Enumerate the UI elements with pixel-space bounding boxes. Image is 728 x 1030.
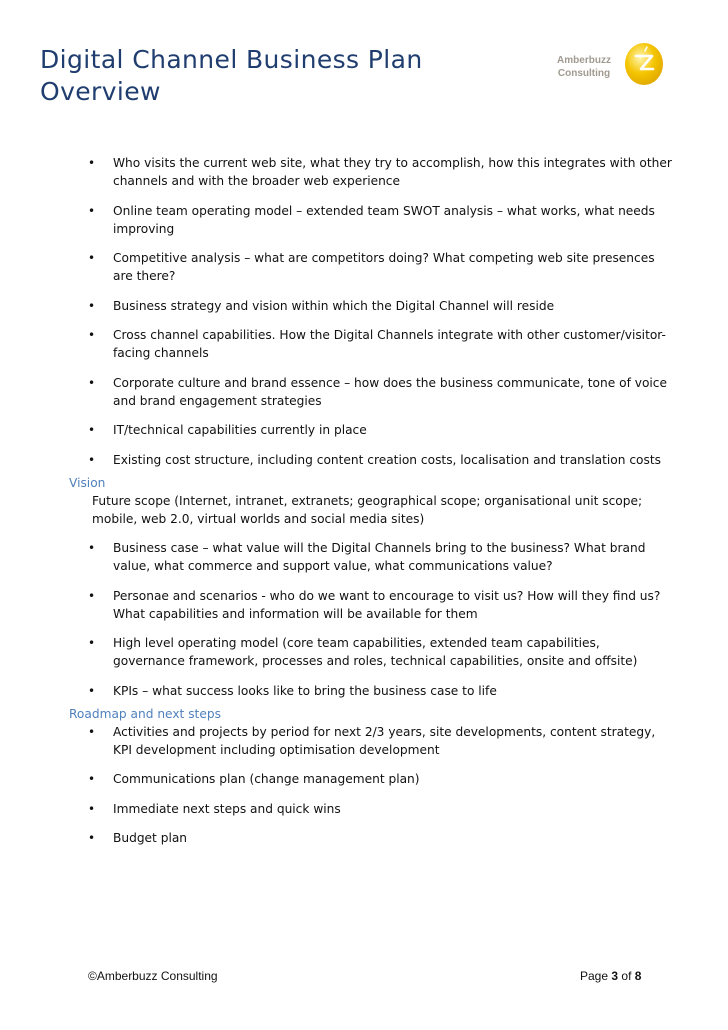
list-item: • Business strategy and vision within which the Digital Channel will reside (88, 298, 555, 313)
list-item: • Activities and projects by period for next 2/3 years, site developments, content strategy, KPI development including optimisation development (88, 724, 656, 757)
page-title (40, 44, 423, 108)
list-item: • Corporate culture and brand essence – how does the business communicate, tone of voice and brand engagement strategies (88, 375, 667, 408)
list-item: • KPIs – what success looks like to bring the business case to life (88, 683, 497, 698)
list-item: • Who visits the current web site, what they try to accomplish, how this integrates with other channels and with the broader web experience (88, 156, 672, 188)
page-of: of (621, 969, 632, 983)
list-item: • Immediate next steps and quick wins (88, 801, 341, 816)
roadmap-bullet-list (0, 723, 728, 848)
section-heading-vision: Vision (69, 475, 106, 490)
list-item: • Budget plan (88, 831, 188, 845)
list-item: • High level operating model (core team capabilities, extended team capabilities, governance framework, processes and roles, technical capabilities, onsite and offsite) (88, 636, 638, 668)
document-body (0, 154, 728, 859)
title-line-2: Overview (40, 77, 161, 106)
intro-bullet-list (0, 154, 728, 469)
logo-line-2: Consulting (557, 68, 611, 79)
list-item: • Online team operating model – extended team SWOT analysis – what works, what needs improving (88, 203, 655, 236)
page-label: Page (580, 969, 609, 983)
amberbuzz-logo-icon (624, 42, 664, 86)
list-item: • Communications plan (change management plan) (88, 772, 420, 786)
list-item: • Existing cost structure, including content creation costs, localisation and translation costs (88, 452, 661, 467)
list-item: • Cross channel capabilities. How the Digital Channels integrate with other customer/visitor-facing channels (88, 328, 666, 360)
list-item: • Business case – what value will the Digital Channels bring to the business? What brand value, what commerce and support value, what communications value? (88, 541, 646, 573)
list-item: • Personae and scenarios - who do we want to encourage to visit us? How will they find us? What capabilities and information will be available for them (88, 588, 661, 621)
vision-bullet-list (0, 539, 728, 700)
title-line-1: Digital Channel Business Plan (40, 45, 423, 74)
logo-line-1: Amberbuzz (557, 55, 611, 66)
vision-paragraph: Future scope (Internet, intranet, extranets; geographical scope; organisational unit scope; mobile, web 2.0, virtual worlds and social media sites) (92, 493, 643, 526)
logo-text (548, 54, 620, 80)
list-item: • Competitive analysis – what are competitors doing? What competing web site presences are there? (88, 251, 655, 283)
list-item: • IT/technical capabilities currently in place (88, 423, 367, 437)
page-number (580, 969, 641, 983)
page-current: 3 (611, 969, 619, 983)
footer-copyright: ©Amberbuzz Consulting (88, 969, 218, 983)
company-logo (548, 42, 666, 88)
page-total: 8 (634, 969, 642, 983)
section-heading-roadmap: Roadmap and next steps (69, 706, 221, 721)
